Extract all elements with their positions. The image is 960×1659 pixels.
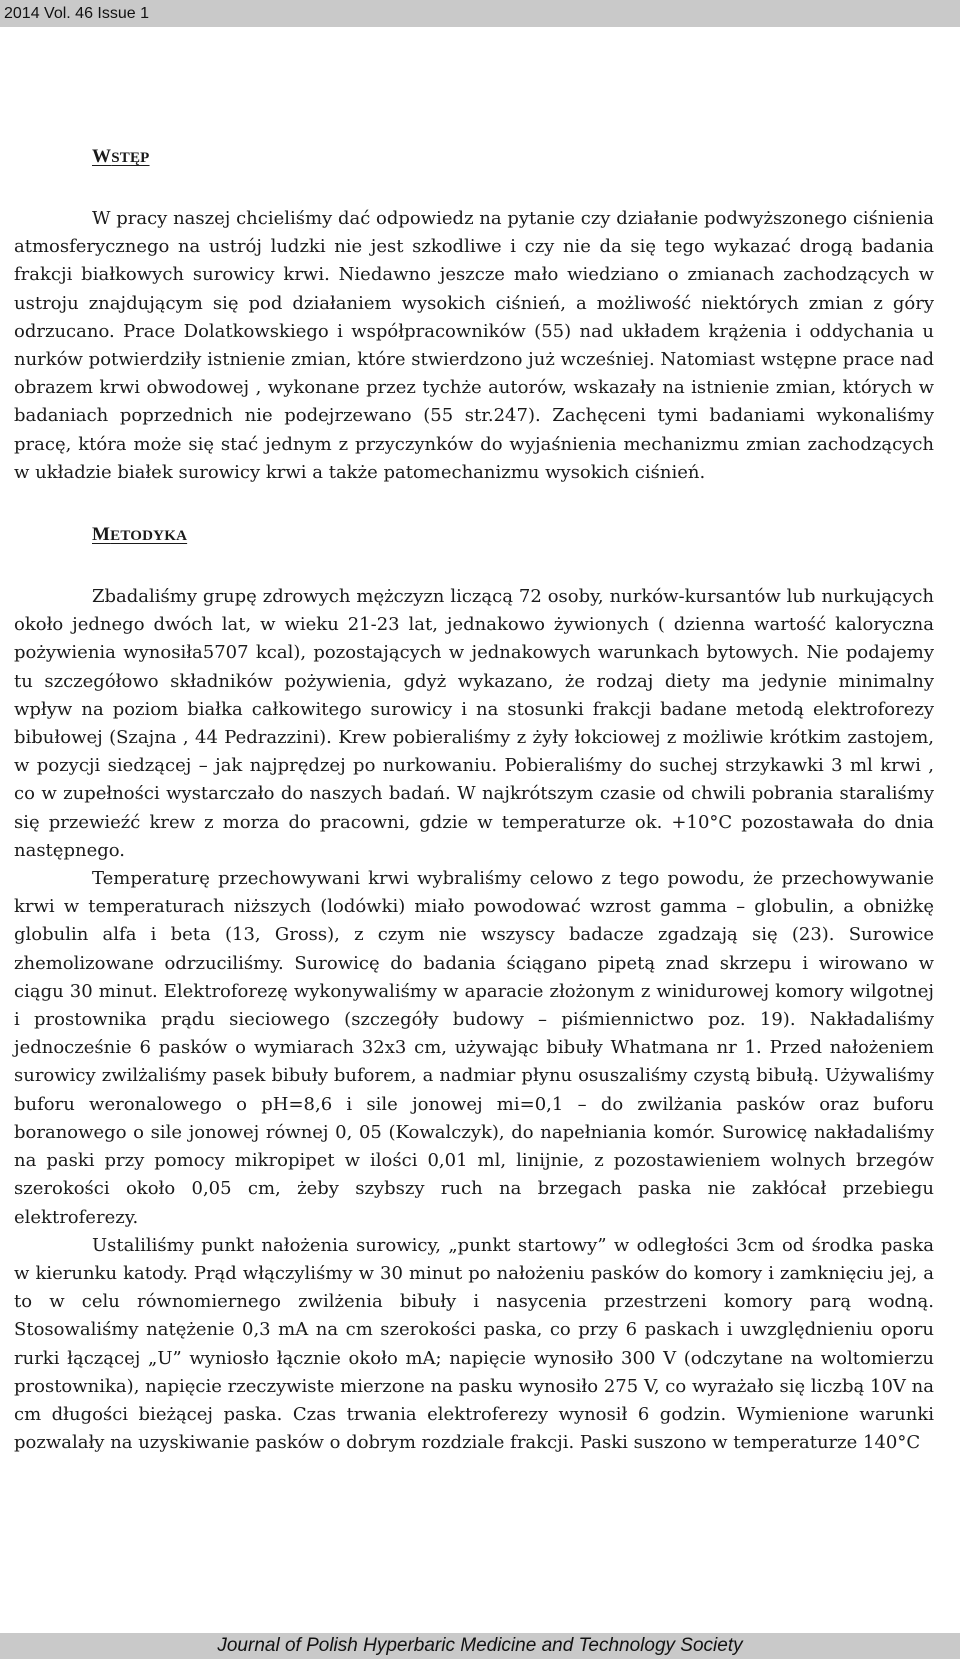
paragraph: W pracy naszej chcieliśmy dać odpowiedz na pytanie czy działanie podwyższonego ciśnienia atmosferycznego na ustrój ludzki nie jest szkodliwe i czy nie da się tego wykazać drogą badania frakcji białkowych surowicy krwi. Niedawno jeszcze mało wiedziano o zmianach zachodzących w ustroju znajdującym się pod działaniem wysokich ciśnień, a możliwość niektórych zmian z góry odrzucano. Prace Dolatkowskiego i współpracowników (55) nad układem krążenia i oddychania u nurków potwierdziły istnienie zmian, które stwierdzono już wcześniej. Natomiast wstępne prace nad obrazem krwi obwodowej , wykonane przez tychże autorów, wskazały na istnienie zmian, których w badaniach poprzednich nie podejrzewano (55 str.247). Zachęceni tymi badaniami wykonaliśmy pracę, która może się stać jednym z przyczynków do wyjaśnienia mechanizmu zmian zachodzących w układzie białek surowicy krwi a także patomechanizmu wysokich ciśnień.: [14, 208, 934, 483]
paragraph: Temperaturę przechowywani krwi wybraliśmy celowo z tego powodu, że przechowywanie krwi w temperaturach niższych (lodówki) miało powodować wzrost gamma – globulin, a obniżkę globulin alfa i beta (13, Gross), z czym nie wszyscy badacze zgadzają się (23). Surowice zhemolizowane odrzuciliśmy. Surowicę do badania ściągano pipetą znad skrzepu i wirowano w ciągu 30 minut. Elektroforezę wykonywaliśmy w aparacie złożonym z winidurowej komory wilgotnej i prostownika prądu sieciowego (szczegóły budowy – piśmiennictwo poz. 19). Nakładaliśmy jednocześnie 6 pasków o wymiarach 32x3 cm, używając bibuły Whatmana nr 1. Przed nałożeniem surowicy zwilżaliśmy pasek bibuły buforem, a nadmiar płynu osuszaliśmy czystą bibułą. Używaliśmy buforu weronalowego o pH=8,6 i sile jonowej mi=0,1 – do zwilżania pasków oraz buforu boranowego o sile jonowej równej 0, 05 (Kowalczyk), do napełniania komór. Surowicę nakładaliśmy na paski przy pomocy mikropipet w ilości 0,01 ml, linijnie, z pozostawieniem wolnych brzegów szerokości około 0,05 cm, żeby szybszy ruch na brzegach paska nie zakłócał przebiegu elektroferezy.: [14, 868, 934, 1228]
issue-label: 2014 Vol. 46 Issue 1: [4, 5, 149, 22]
journal-name: Journal of Polish Hyperbaric Medicine and Technology Society: [217, 1635, 743, 1656]
article-body: [14, 103, 934, 1457]
section-title-wstep: WSTĘP: [92, 146, 150, 167]
page-footer: [0, 1633, 960, 1659]
paragraph: Zbadaliśmy grupę zdrowych mężczyzn liczącą 72 osoby, nurków-kursantów lub nurkujących około jednego dwóch lat, w wieku 21-23 lat, jednakowo żywionych ( dzienna wartość kaloryczna pożywienia wynosiła5707 kcal), pozostających w jednakowych warunkach bytowych. Nie podajemy tu szczegółowo składników pożywienia, gdyż wykazano, że rodzaj diety ma jedynie minimalny wpływ na poziom białka całkowitego surowicy i na stosunki frakcji badane metodą elektroforezy bibułowej (Szajna , 44 Pedrazzini). Krew pobieraliśmy z żyły łokciowej z możliwie krótkim zastojem, w pozycji siedzącej – jak najprędzej po nurkowaniu. Pobieraliśmy do suchej strzykawki 3 ml krwi , co w zupełności wystarczało do naszych badań. W najkrótszym czasie od chwili pobrania staraliśmy się przewieźć krew z morza do pracowni, gdzie w temperaturze ok. +10°C pozostawała do dnia następnego.: [14, 586, 934, 861]
paragraph: Ustaliliśmy punkt nałożenia surowicy, „punkt startowy” w odległości 3cm od środka paska w kierunku katody. Prąd włączyliśmy w 30 minut po nałożeniu pasków do komory i zamknięciu jej, a to w celu równomiernego zwilżenia bibuły i nasycenia przestrzeni komory parą wodną. Stosowaliśmy natężenie 0,3 mA na cm szerokości paska, co przy 6 paskach i uwzględnieniu oporu rurki łączącej „U” wyniosło łącznie około mA; napięcie wynosiło 300 V (odczytane na woltomierzu prostownika), napięcie rzeczywiste mierzone na pasku wynosiło 275 V, co wyrażało się liczbą 10V na cm długości bieżącej paska. Czas trwania elektroferezy wynosił 6 godzin. Wymienione warunki pozwalały na uzyskiwanie pasków o dobrym rozdziale frakcji. Paski suszono w temperaturze 140°C: [14, 1234, 934, 1454]
page-header: [0, 0, 960, 27]
section-title-metodyka: METODYKA: [92, 524, 188, 546]
